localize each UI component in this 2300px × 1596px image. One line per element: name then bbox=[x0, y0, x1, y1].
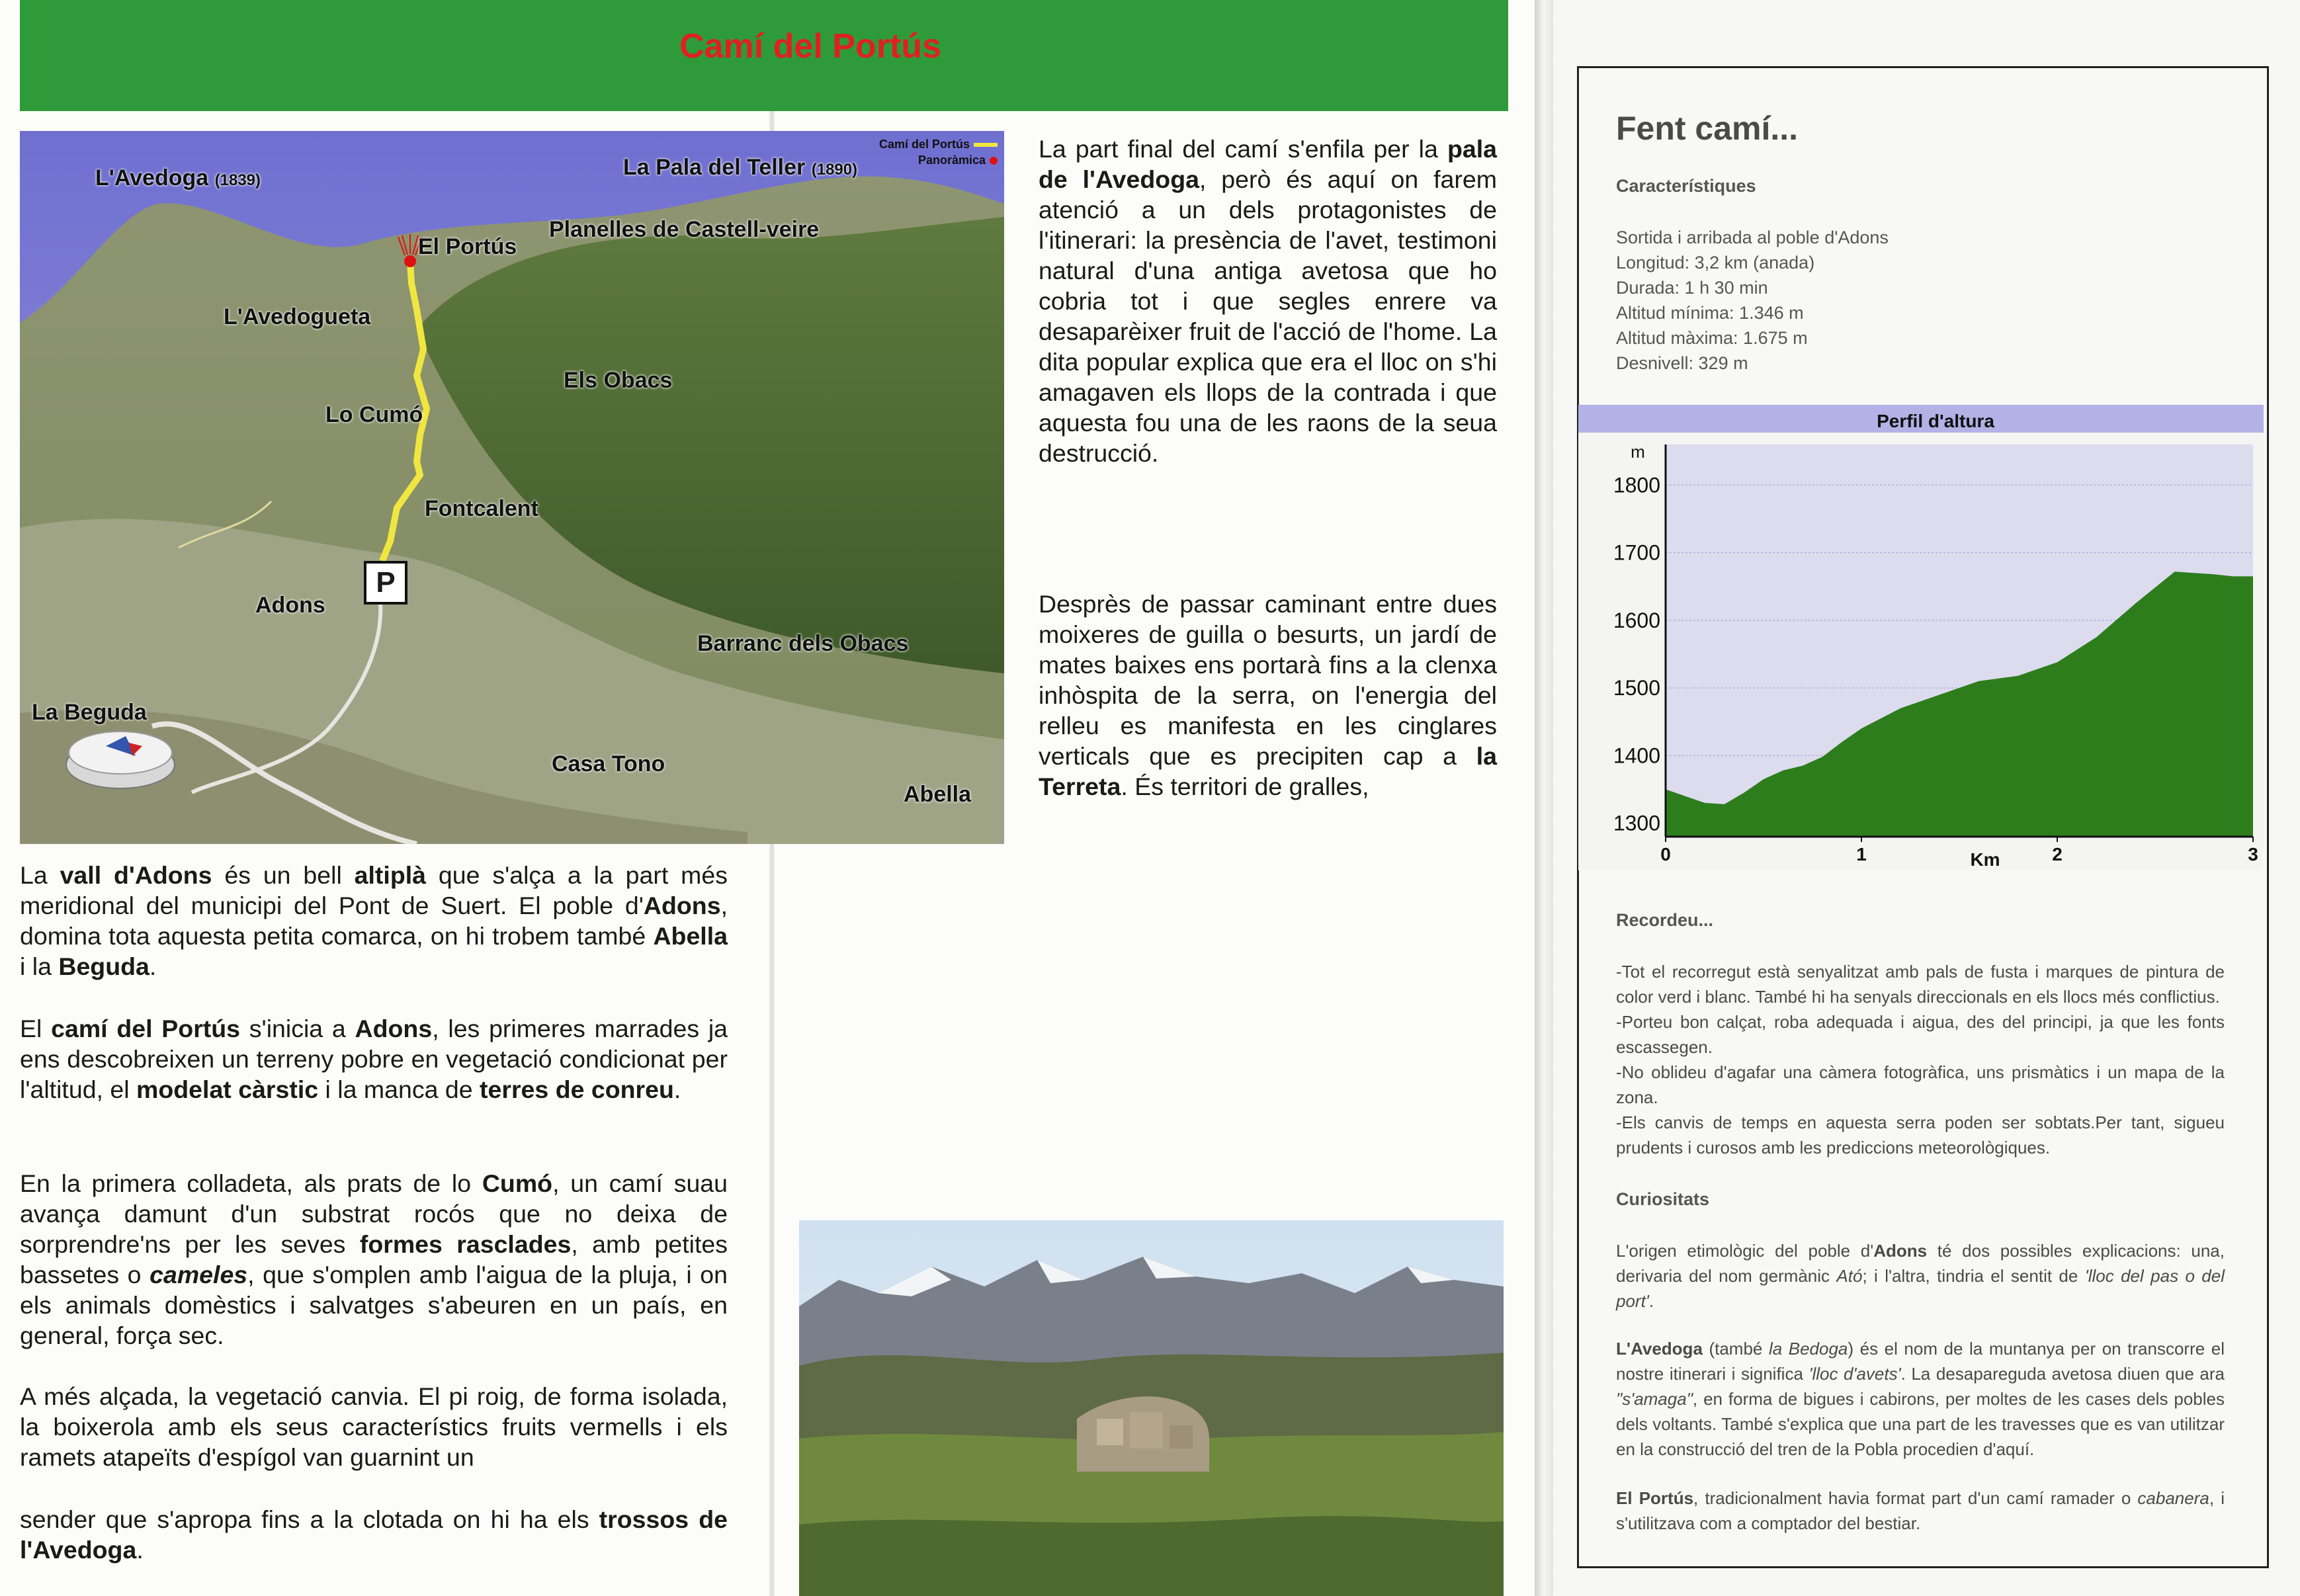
text: i la manca de bbox=[318, 1075, 480, 1103]
colladeta-paragraph bbox=[20, 1168, 728, 1351]
text: , les primeres marrades ja ens descobreixen un terreny pobre en vegetació condicionat per l'altitud, el bbox=[20, 1015, 728, 1103]
legend-route-label: Camí del Portús bbox=[878, 138, 970, 151]
text: ; i l'altra, tindria el sentit de bbox=[1862, 1266, 2085, 1286]
text: , i s'utilitzava com a comptador del bestiar. bbox=[1616, 1488, 2225, 1533]
text: . bbox=[1648, 1291, 1654, 1311]
text-bold: Adons bbox=[643, 892, 721, 919]
text: , en forma de bigues i cabirons, per moltes de les cases dels pobles dels voltants. També s'explica que una part de les travesses que es van utilitzar en la construcció del tren de la Pobla procedien d'aquí. bbox=[1616, 1389, 2225, 1459]
text-bold: Adons bbox=[355, 1015, 433, 1042]
text-italic: Ató bbox=[1836, 1266, 1863, 1286]
text-bold: la Terreta bbox=[1039, 742, 1497, 800]
text: Desprès de passar caminant entre dues moixeres de guilla o besurts, un jardí de mates baixes ens portarà fins a la clenxa inhòspita de la serra, on l'energia del relleu es manifesta en les cinglares verticals que es precipiten cap a bbox=[1039, 590, 1497, 770]
route-line-swatch bbox=[974, 143, 998, 147]
reminder-item: -Porteu bon calçat, roba adequada i aigua, des del principi, ja que les fonts escassegen. bbox=[1616, 1012, 2225, 1057]
text-bold: terres de conreu bbox=[480, 1075, 674, 1103]
viewpoint-icon bbox=[990, 157, 998, 165]
text: que s'alça a la part més meridional del municipi del Pont de Suert. El poble d' bbox=[20, 861, 728, 919]
curiosity-adons bbox=[1616, 1238, 2225, 1314]
label-abella: Abella bbox=[904, 782, 972, 807]
vegetation-paragraph: A més alçada, la vegetació canvia. El pi roig, de forma isolada, la boixerola amb els seus característics fruits vermells i els ramets atapeïts d'espígol van guarnint un bbox=[20, 1382, 728, 1471]
legend-item-panoramic bbox=[879, 152, 998, 168]
text-bold: El Portús bbox=[1616, 1488, 1694, 1508]
x-tick-label: 2 bbox=[2052, 844, 2063, 864]
characteristic-line: Longitud: 3,2 km (anada) bbox=[1616, 253, 1815, 273]
text: . bbox=[136, 1536, 144, 1564]
label-avedoga bbox=[95, 165, 261, 191]
text-bold: cameles bbox=[149, 1261, 248, 1288]
photo-illustration bbox=[799, 1220, 1504, 1596]
parking-icon: P bbox=[364, 561, 407, 605]
x-axis-label: Km bbox=[1970, 849, 2000, 870]
text: L'origen etimològic del poble d' bbox=[1616, 1241, 1874, 1261]
final-path-paragraph bbox=[1039, 134, 1497, 468]
characteristic-line: Durada: 1 h 30 min bbox=[1616, 278, 1768, 298]
reminder-item: -Tot el recorregut està senyalitzat amb pals de fusta i marques de pintura de color verd i blanc. També hi ha senyals direccionals en els llocs més conflictius. bbox=[1616, 962, 2225, 1007]
text-italic: la Bedoga bbox=[1768, 1339, 1848, 1359]
label-avedogueta: L'Avedogueta bbox=[224, 304, 371, 329]
text: (també bbox=[1702, 1339, 1769, 1359]
text-bold: camí del Portús bbox=[51, 1015, 241, 1042]
label-portus: El Portús bbox=[418, 234, 517, 259]
legend-item-route bbox=[879, 136, 998, 152]
curiosity-portus bbox=[1616, 1486, 2225, 1536]
text: és un bell bbox=[212, 861, 355, 889]
reminders-heading: Recordeu... bbox=[1616, 910, 1714, 930]
characteristic-line: Altitud mínima: 1.346 m bbox=[1616, 303, 1804, 323]
panorama-map bbox=[20, 131, 1004, 844]
map-legend bbox=[879, 136, 998, 168]
text-bold: modelat càrstic bbox=[136, 1075, 319, 1103]
x-tick-label: 1 bbox=[1856, 844, 1867, 864]
label-cumo: Lo Cumó bbox=[325, 402, 423, 427]
reminder-item: -Els canvis de temps en aquesta serra poden ser sobtats.Per tant, sigueu prudents i curosos amb les prediccions meteorològiques. bbox=[1616, 1113, 2225, 1157]
text: té dos possibles explicacions: una, derivaria del nom germànic bbox=[1616, 1241, 2225, 1286]
info-title: Fent camí... bbox=[1616, 110, 1799, 147]
reminders-list bbox=[1616, 959, 2225, 1160]
route-start-paragraph bbox=[20, 1013, 728, 1105]
text-bold: formes rasclades bbox=[359, 1230, 572, 1258]
label-obacs: Els Obacs bbox=[564, 368, 673, 393]
label-avedoga-altitude: (1839) bbox=[214, 171, 261, 189]
text-italic: 'lloc del pas o del port' bbox=[1616, 1266, 2225, 1311]
text-bold: Cumó bbox=[482, 1169, 553, 1197]
chart-title: Perfil d'altura bbox=[1877, 411, 1994, 431]
text: , domina tota aquesta petita comarca, on hi trobem també bbox=[20, 892, 728, 950]
y-tick-label: 1500 bbox=[1613, 676, 1660, 700]
label-pala-altitude: (1890) bbox=[811, 161, 858, 179]
text: s'inicia a bbox=[240, 1015, 355, 1042]
label-casa-tono: Casa Tono bbox=[552, 751, 665, 777]
text: . bbox=[149, 952, 157, 980]
y-tick-label: 1300 bbox=[1613, 811, 1660, 835]
label-pala-teller bbox=[623, 155, 857, 181]
text: . bbox=[673, 1075, 681, 1103]
characteristics-heading: Característiques bbox=[1616, 176, 1756, 196]
characteristic-line: Desnivell: 329 m bbox=[1616, 353, 1748, 373]
label-beguda: La Beguda bbox=[32, 700, 147, 725]
characteristic-line: Altitud màxima: 1.675 m bbox=[1616, 328, 1808, 348]
plot-area bbox=[1613, 444, 2258, 864]
text: En la primera colladeta, als prats de lo bbox=[20, 1169, 482, 1197]
text: , tradicionalment havia format part d'un camí ramader o bbox=[1693, 1488, 2138, 1508]
reminder-item: -No oblideu d'agafar una càmera fotogràfica, uns prismàtics i un mapa de la zona. bbox=[1616, 1062, 2225, 1107]
text: . La desapareguda avetosa diuen que ara bbox=[1900, 1364, 2225, 1384]
characteristics-list bbox=[1616, 225, 1889, 376]
fold-line bbox=[1535, 0, 1553, 1596]
text-bold: vall d'Adons bbox=[60, 861, 212, 889]
text: ) és el nom de la muntanya per on transcorre el nostre itinerari i significa bbox=[1616, 1339, 2225, 1384]
text: sender que s'apropa fins a la clotada on hi ha els bbox=[20, 1505, 599, 1533]
text: . És territori de gralles, bbox=[1121, 773, 1369, 800]
label-barranc-obacs: Barranc dels Obacs bbox=[697, 631, 909, 656]
text-italic: 'lloc d'avets' bbox=[1809, 1364, 1901, 1384]
text-bold: pala de l'Avedoga bbox=[1039, 135, 1497, 193]
text: , que s'omplen amb l'aigua de la pluja, i on els animals domèstics i salvatges s'abeuren en un país, en general, força sec. bbox=[20, 1261, 728, 1349]
text: , amb petites bassetes o bbox=[20, 1230, 728, 1288]
text-bold: L'Avedoga bbox=[1616, 1339, 1703, 1359]
page-title: Camí del Portús bbox=[679, 27, 941, 65]
text-italic: cabanera bbox=[2137, 1488, 2209, 1508]
curiosity-avedoga bbox=[1616, 1336, 2225, 1462]
text-bold: Abella bbox=[653, 922, 728, 950]
text: i la bbox=[20, 952, 59, 980]
x-tick-label: 0 bbox=[1660, 844, 1671, 864]
text-bold: altiplà bbox=[354, 861, 427, 889]
label-fontcalent: Fontcalent bbox=[425, 496, 538, 521]
text: , però és aquí on farem atenció a un dels protagonistes de l'itinerari: la presència de l'avet, testimoni natural d'una antiga avetosa que ho cobria tot i que segles enrere va desaparèixer fruit de l'acció de l'home. La dita popular explica que era el lloc on s'hi amagaven els llops de la contrada i que aquesta fou una de les raons de la seua destrucció. bbox=[1039, 165, 1497, 467]
label-pala-name: La Pala del Teller bbox=[623, 155, 806, 180]
label-adons: Adons bbox=[255, 593, 325, 618]
text-bold: Beguda bbox=[58, 952, 149, 980]
text: El bbox=[20, 1015, 52, 1042]
label-avedoga-name: L'Avedoga bbox=[95, 165, 209, 190]
legend-view-label: Panoràmica bbox=[917, 153, 986, 167]
label-planelles: Planelles de Castell-veire bbox=[549, 217, 820, 242]
x-tick-label: 3 bbox=[2248, 844, 2258, 864]
trossos-paragraph bbox=[20, 1504, 728, 1565]
y-axis-label: m bbox=[1631, 442, 1645, 462]
y-tick-label: 1600 bbox=[1613, 608, 1660, 632]
ridge-paragraph bbox=[1039, 589, 1497, 802]
y-tick-label: 1400 bbox=[1613, 743, 1660, 768]
intro-paragraph bbox=[20, 860, 728, 982]
y-tick-label: 1700 bbox=[1613, 540, 1660, 565]
text-italic: "s'amaga" bbox=[1616, 1389, 1693, 1409]
characteristic-line: Sortida i arribada al poble d'Adons bbox=[1616, 228, 1889, 247]
village-photo bbox=[799, 1220, 1504, 1596]
chart-svg bbox=[1578, 405, 2264, 870]
elevation-profile-chart bbox=[1578, 405, 2264, 870]
text-bold: Adons bbox=[1873, 1241, 1928, 1261]
curiosities-heading: Curiositats bbox=[1616, 1189, 1710, 1209]
text-bold: trossos de l'Avedoga bbox=[20, 1505, 728, 1564]
text: La part final del camí s'enfila per la bbox=[1039, 135, 1447, 163]
y-tick-label: 1800 bbox=[1613, 473, 1660, 497]
text: , un camí suau avança damunt d'un substrat rocós que no deixa de sorprendre'ns per les seves bbox=[20, 1169, 728, 1258]
text: La bbox=[20, 861, 60, 889]
